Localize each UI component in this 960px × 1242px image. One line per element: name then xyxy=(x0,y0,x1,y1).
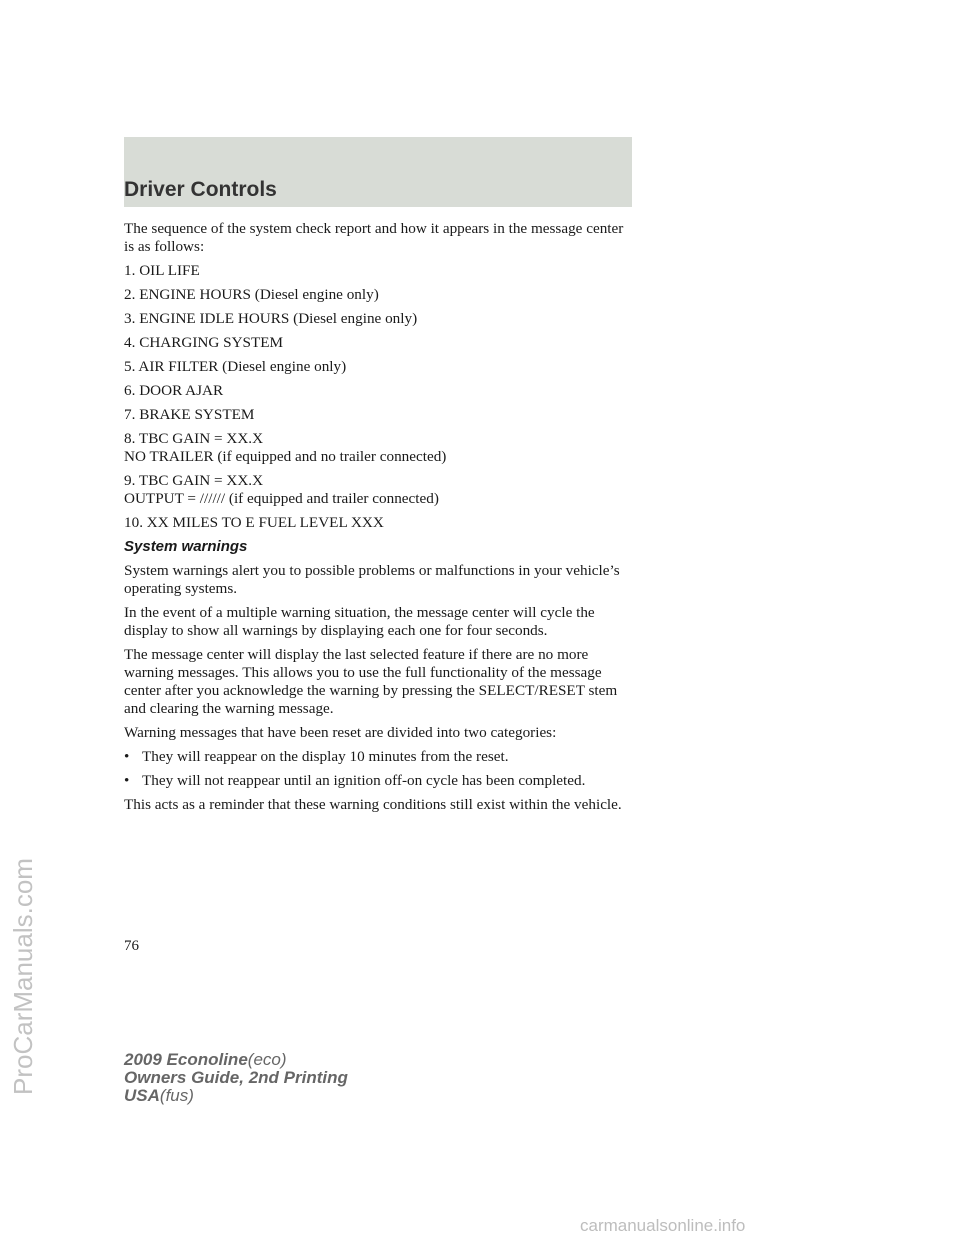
intro-paragraph: The sequence of the system check report and how it appears in the message center is as follows: xyxy=(124,220,624,255)
page-title: Driver Controls xyxy=(124,178,277,201)
footer-imprint xyxy=(124,1051,348,1105)
list-item: 1. OIL LIFE xyxy=(124,262,200,279)
closing-paragraph: This acts as a reminder that these warning conditions still exist within the vehicle. xyxy=(124,796,622,813)
bullet-item xyxy=(124,772,632,790)
list-item: 8. TBC GAIN = XX.X NO TRAILER (if equipped and no trailer connected) xyxy=(124,430,447,465)
bullet-icon: • xyxy=(124,748,130,765)
bullet-text: They will reappear on the display 10 minutes from the reset. xyxy=(142,748,509,765)
body-paragraph: The message center will display the last selected feature if there are no more warning messages. This allows you to use the full functionality of the message center after you acknowledge the warning by pressing the SELECT/RESET stem and clearing the warning message. xyxy=(124,646,618,717)
bottom-watermark: carmanualsonline.info xyxy=(580,1216,746,1235)
bullet-item xyxy=(124,748,632,766)
sequence-list xyxy=(124,262,632,532)
list-item: 3. ENGINE IDLE HOURS (Diesel engine only) xyxy=(124,310,418,327)
page-content xyxy=(124,220,632,820)
side-watermark: ProCarManuals.com xyxy=(8,858,38,1095)
section-heading: System warnings xyxy=(124,538,248,555)
list-item: 4. CHARGING SYSTEM xyxy=(124,334,284,351)
body-paragraph: System warnings alert you to possible problems or malfunctions in your vehicle’s operating systems. xyxy=(124,562,620,597)
footer-edition: Owners Guide, 2nd Printing xyxy=(124,1068,348,1087)
body-paragraph: Warning messages that have been reset are divided into two categories: xyxy=(124,724,557,741)
footer-market-code: (fus) xyxy=(159,1086,194,1105)
list-item: 9. TBC GAIN = XX.X OUTPUT = ////// (if equipped and trailer connected) xyxy=(124,472,439,507)
footer-model: 2009 Econoline xyxy=(124,1050,248,1069)
footer-market: USA xyxy=(124,1086,160,1105)
list-item: 2. ENGINE HOURS (Diesel engine only) xyxy=(124,286,379,303)
bullet-icon: • xyxy=(124,772,130,789)
footer-model-code: (eco) xyxy=(247,1050,287,1069)
page-number: 76 xyxy=(124,938,139,954)
list-item: 5. AIR FILTER (Diesel engine only) xyxy=(124,358,347,375)
body-paragraph: In the event of a multiple warning situation, the message center will cycle the display to show all warnings by displaying each one for four seconds. xyxy=(124,604,595,639)
list-item: 10. XX MILES TO E FUEL LEVEL XXX xyxy=(124,514,384,531)
bullet-text: They will not reappear until an ignition off-on cycle has been completed. xyxy=(142,772,586,789)
list-item: 7. BRAKE SYSTEM xyxy=(124,406,255,423)
list-item: 6. DOOR AJAR xyxy=(124,382,224,399)
